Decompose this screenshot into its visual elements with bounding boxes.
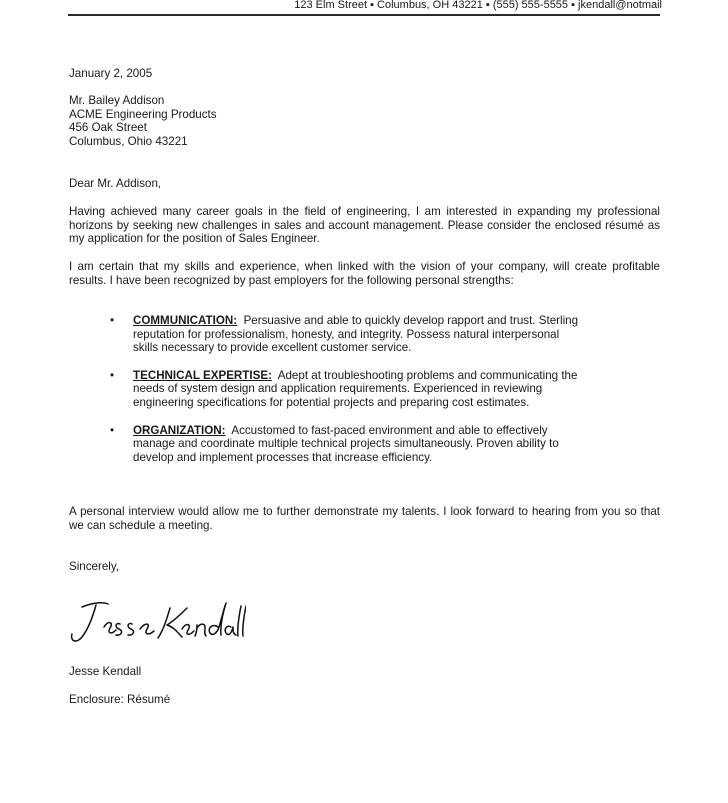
bullet-icon: •: [110, 314, 115, 327]
strength-text: Accustomed to fast-paced environment and able to effectively manage and coordinate multiple technical projects simultaneously. Proven ability to develop and implement processes that increase efficiency.: [133, 423, 559, 464]
contact-line: 123 Elm Street ▪ Columbus, OH 43221 ▪ (555) 555-5555 ▪ jkendall@notmail: [294, 0, 662, 11]
paragraph-strengths-intro: I am certain that my skills and experience, when linked with the vision of your company, will create profitable results. I have been recognized by past employers for the following personal strengths:: [69, 260, 660, 287]
paragraph-intro: Having achieved many career goals in the field of engineering, I am interested in expanding my professional horizons by seeking new challenges in sales and account management. Please consider the enclosed résumé as my application for the position of Sales Engineer.: [69, 205, 660, 246]
enclosure-note: Enclosure: Résumé: [69, 693, 171, 706]
recipient-address: [69, 94, 660, 148]
recipient-name: Mr. Bailey Addison: [69, 94, 165, 107]
paragraph-closing: A personal interview would allow me to further demonstrate my talents. I look forward to hearing from you so that we can schedule a meeting.: [69, 505, 660, 532]
bullet-icon: •: [110, 368, 115, 382]
header-divider: [68, 14, 660, 16]
strength-text: Adept at troubleshooting problems and communicating the needs of system design and application requirements. Experienced in reviewing engineering specifications for potential projects and preparing cost estimates.: [133, 368, 578, 409]
strength-text: Persuasive and able to quickly develop rapport and trust. Sterling reputation for professionalism, honesty, and integrity. Possess natural interpersonal skills necessary to provide excellent customer service.: [133, 314, 579, 355]
signer-name: Jesse Kendall: [69, 665, 142, 678]
signature-image: [66, 598, 246, 646]
list-item: [110, 314, 580, 355]
salutation: Dear Mr. Addison,: [69, 177, 162, 190]
recipient-street: 456 Oak Street: [69, 121, 147, 135]
letter-date: January 2, 2005: [69, 67, 153, 80]
strength-heading: ORGANIZATION:: [133, 423, 226, 437]
bullet-icon: •: [110, 423, 115, 437]
recipient-city: Columbus, Ohio 43221: [69, 134, 188, 148]
strengths-list: [110, 314, 580, 464]
list-item: [110, 369, 580, 410]
list-item: [110, 424, 580, 465]
strength-heading: TECHNICAL EXPERTISE:: [133, 368, 272, 382]
recipient-company: ACME Engineering Products: [69, 107, 217, 121]
strength-heading: COMMUNICATION:: [133, 314, 238, 327]
closing: Sincerely,: [69, 560, 120, 573]
